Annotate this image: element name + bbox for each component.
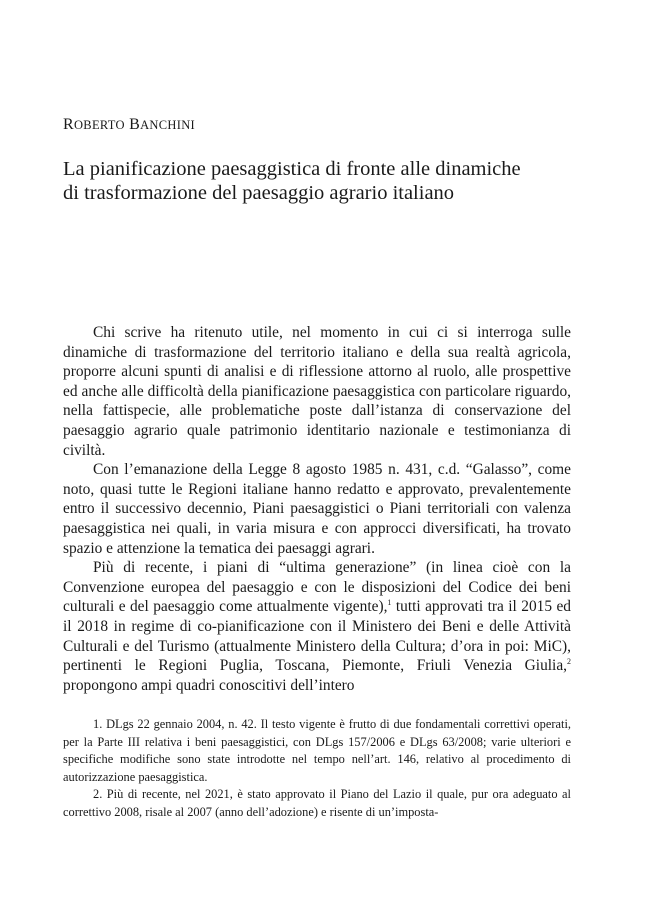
title-line-1: La pianificazione paesaggistica di fronte alle dinamiche xyxy=(63,158,521,180)
footnotes xyxy=(63,716,571,821)
footnote-2: 2. Più di recente, nel 2021, è stato approvato il Piano del Lazio il quale, pur ora adeguato al correttivo 2008, risale al 2007 (anno dell’adozione) e risente di un’imposta- xyxy=(63,787,571,819)
paragraph-3 xyxy=(63,558,571,695)
article-title xyxy=(63,157,583,205)
footnote-1: 1. DLgs 22 gennaio 2004, n. 42. Il testo vigente è frutto di due fondamentali correttivi operati, per la Parte III relativa i beni paesaggistici, con DLgs 157/2006 e DLgs 63/2008; varie ulteriori e specifiche modifiche sono state introdotte nel tempo nell’art. 146, relativo al procedimento di autorizzazione paesaggistica. xyxy=(63,717,571,784)
author-first-rest: OBERTO xyxy=(73,118,125,132)
paragraph-3-part-a: Più di recente, i piani di “ultima generazione” (in linea cioè con la Convenzione europea del paesaggio e con le disposizioni del Codice dei beni culturali e del paesaggio come attualmente vigente), xyxy=(63,559,571,616)
title-line-2: di trasformazione del paesaggio agrario italiano xyxy=(63,182,455,204)
footnote-ref-1: 1 xyxy=(387,598,392,608)
author-last-rest: ANCHINI xyxy=(140,118,195,132)
paragraph-1: Chi scrive ha ritenuto utile, nel momento in cui ci si interroga sulle dinamiche di trasformazione del territorio italiano e della sua realtà agricola, proporre alcuni spunti di analisi e di riflessione attorno al ruolo, alle prospettive ed anche alle difficoltà della pianificazione paesaggistica con particolare riguardo, nella fattispecie, alle problematiche poste dall’istanza di conservazione del paesaggio agrario quale patrimonio identitario nazionale e testimonianza di civiltà. xyxy=(63,324,571,459)
author-name xyxy=(63,116,195,134)
author-last-initial: B xyxy=(129,116,141,133)
author-first-initial: R xyxy=(63,116,74,133)
paragraph-3-part-c: propongono ampi quadri conoscitivi dell’intero xyxy=(63,676,355,694)
body-text xyxy=(63,323,571,695)
paragraph-2: Con l’emanazione della Legge 8 agosto 1985 n. 431, c.d. “Galasso”, come noto, quasi tutte le Regioni italiane hanno redatto e approvato, prevalentemente entro il successivo decennio, Piani paesaggistici o Piani territoriali con valenza paesaggistica nei quali, in varia misura e con approcci diversificati, ha trovato spazio e attenzione la tematica dei paesaggi agrari. xyxy=(63,461,571,557)
paragraph-3-part-b: tutti approvati tra il 2015 ed il 2018 in regime di co-pianificazione con il Ministero dei Beni e delle Attività Culturali e del Turismo (attualmente Ministero della Cultura; d’ora in poi: MiC), pertinenti le Regioni Puglia, Toscana, Piemonte, Friuli Venezia Giulia, xyxy=(63,598,571,675)
footnote-ref-2: 2 xyxy=(567,657,571,667)
